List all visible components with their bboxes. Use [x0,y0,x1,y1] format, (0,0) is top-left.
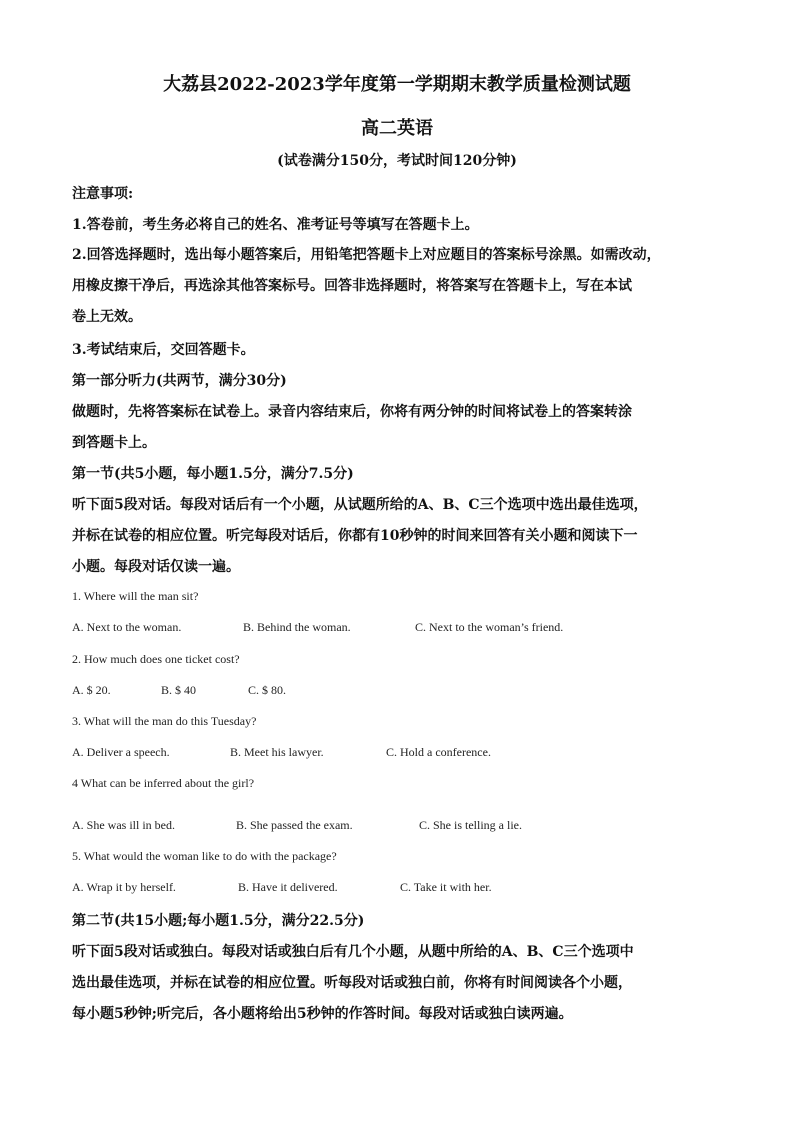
q2-option-b: B. $ 40 [161,683,197,697]
q5-option-b: B. Have it delivered. [238,880,338,894]
exam-title: 大荔县2022-2023学年度第一学期期末教学质量检测试题 [163,74,631,95]
section2-instruction: 每小题5秒钟;听完后，各小题将给出5秒钟的作答时间。每段对话或独白读两遍。 [72,1006,573,1022]
q4-option-b: B. She passed the exam. [236,818,353,832]
part1-instruction: 到答题卡上。 [72,435,156,451]
question-4: 4 What can be inferred about the girl? [72,776,255,790]
exam-subject: 高二英语 [361,118,433,139]
q3-option-c: C. Hold a conference. [386,745,491,759]
q1-option-c: C. Next to the woman’s friend. [415,620,564,634]
section2-instruction: 听下面5段对话或独白。每段对话或独白后有几个小题，从题中所给的A、B、C三个选项中 [72,944,634,960]
q5-option-c: C. Take it with her. [400,880,492,894]
notice-heading: 注意事项: [72,186,134,202]
notice-item-1: 1.答卷前，考生务必将自己的姓名、准考证号等填写在答题卡上。 [72,217,479,233]
notice-item-2: 2.回答选择题时，选出每小题答案后，用铅笔把答题卡上对应题目的答案标号涂黑。如需改动， [72,247,661,263]
q3-option-b: B. Meet his lawyer. [230,745,324,759]
q1-option-a: A. Next to the woman. [72,620,182,634]
exam-info: (试卷满分150分，考试时间120分钟) [277,153,517,169]
question-1: 1. Where will the man sit? [72,589,199,603]
q4-option-c: C. She is telling a lie. [419,818,522,832]
section2-heading: 第二节(共15小题;每小题1.5分，满分22.5分) [72,913,365,929]
q5-option-a: A. Wrap it by herself. [72,880,176,894]
question-5: 5. What would the woman like to do with the package? [72,849,337,863]
part1-heading: 第一部分听力(共两节，满分30分) [72,373,287,389]
question-3: 3. What will the man do this Tuesday? [72,714,257,728]
section1-instruction: 听下面5段对话。每段对话后有一个小题，从试题所给的A、B、C三个选项中选出最佳选项， [72,497,648,513]
section2-instruction: 选出最佳选项，并标在试卷的相应位置。听每段对话或独白前，你将有时间阅读各个小题， [72,975,632,991]
q2-option-a: A. $ 20. [72,683,111,697]
section1-heading: 第一节(共5小题，每小题1.5分，满分7.5分) [72,466,354,482]
question-2: 2. How much does one ticket cost? [72,652,240,666]
part1-instruction: 做题时，先将答案标在试卷上。录音内容结束后，你将有两分钟的时间将试卷上的答案转涂 [72,404,632,420]
notice-item-3: 3.考试结束后，交回答题卡。 [72,342,255,358]
notice-item-2-cont: 用橡皮擦干净后，再选涂其他答案标号。回答非选择题时，将答案写在答题卡上，写在本试 [72,278,632,294]
q4-option-a: A. She was ill in bed. [72,818,175,832]
notice-item-2-cont: 卷上无效。 [72,309,142,325]
section1-instruction: 并标在试卷的相应位置。听完每段对话后，你都有10秒钟的时间来回答有关小题和阅读下一 [72,528,638,544]
section1-instruction: 小题。每段对话仅读一遍。 [72,559,240,575]
q2-option-c: C. $ 80. [248,683,287,697]
q1-option-b: B. Behind the woman. [243,620,351,634]
q3-option-a: A. Deliver a speech. [72,745,170,759]
